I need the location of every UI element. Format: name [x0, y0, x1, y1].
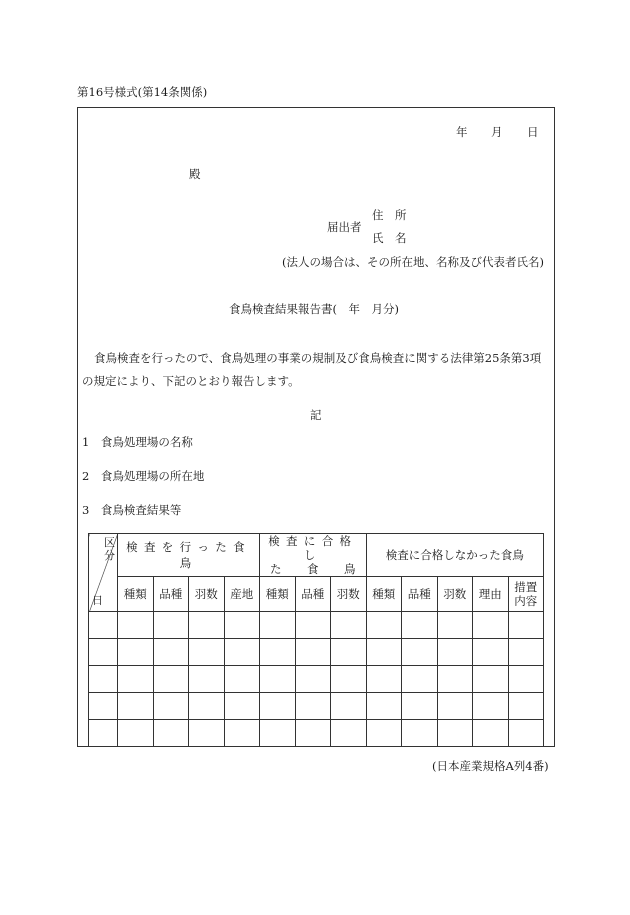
data-cell[interactable] — [508, 612, 544, 639]
data-cell[interactable] — [153, 666, 189, 693]
data-cell[interactable] — [224, 666, 260, 693]
data-cell[interactable] — [153, 639, 189, 666]
body-line-2: の規定により、下記のとおり報告します。 — [82, 374, 300, 388]
table-row — [89, 693, 544, 720]
ki-heading: 記 — [310, 408, 322, 422]
data-cell[interactable] — [402, 612, 438, 639]
inspection-results-table — [88, 533, 544, 747]
data-cell[interactable] — [331, 639, 367, 666]
data-cell[interactable] — [153, 612, 189, 639]
reporter-address-label: 住 所 — [372, 208, 407, 222]
col-header-kind: 種類 — [118, 577, 154, 612]
item-1: 1 食鳥処理場の名称 — [82, 435, 193, 449]
col-header-kind: 種類 — [366, 577, 402, 612]
table-row — [89, 666, 544, 693]
data-cell[interactable] — [473, 720, 509, 747]
data-cell[interactable] — [224, 720, 260, 747]
data-cell[interactable] — [118, 720, 154, 747]
item-2: 2 食鳥処理場の所在地 — [82, 469, 205, 483]
data-cell[interactable] — [295, 612, 331, 639]
table-corner-cell — [89, 534, 118, 612]
col-header-count: 羽数 — [437, 577, 473, 612]
day-cell[interactable] — [89, 720, 118, 747]
data-cell[interactable] — [437, 612, 473, 639]
data-cell[interactable] — [331, 666, 367, 693]
data-cell[interactable] — [260, 666, 296, 693]
data-cell[interactable] — [331, 612, 367, 639]
data-cell[interactable] — [366, 720, 402, 747]
col-header-variety: 品種 — [153, 577, 189, 612]
data-cell[interactable] — [331, 720, 367, 747]
data-cell[interactable] — [295, 666, 331, 693]
col-header-count: 羽数 — [331, 577, 367, 612]
data-cell[interactable] — [189, 666, 225, 693]
data-cell[interactable] — [508, 720, 544, 747]
col-header-kind: 種類 — [260, 577, 296, 612]
col-header-variety: 品種 — [295, 577, 331, 612]
data-cell[interactable] — [473, 612, 509, 639]
day-cell[interactable] — [89, 612, 118, 639]
table-row — [89, 720, 544, 747]
data-cell[interactable] — [118, 666, 154, 693]
data-cell[interactable] — [153, 693, 189, 720]
data-cell[interactable] — [366, 693, 402, 720]
data-cell[interactable] — [402, 666, 438, 693]
date-year: 年 — [456, 125, 468, 139]
col-header-count: 羽数 — [189, 577, 225, 612]
data-cell[interactable] — [224, 639, 260, 666]
data-cell[interactable] — [437, 666, 473, 693]
data-cell[interactable] — [224, 693, 260, 720]
data-cell[interactable] — [508, 666, 544, 693]
data-cell[interactable] — [118, 639, 154, 666]
data-cell[interactable] — [402, 693, 438, 720]
data-cell[interactable] — [260, 720, 296, 747]
data-cell[interactable] — [295, 720, 331, 747]
data-cell[interactable] — [437, 639, 473, 666]
data-cell[interactable] — [402, 639, 438, 666]
form-number: 第16号様式(第14条関係) — [77, 85, 208, 99]
paper-size-note: (日本産業規格A列4番) — [432, 759, 549, 773]
col-header-reason: 理由 — [473, 577, 509, 612]
corner-category-label: 区分 — [104, 536, 115, 562]
report-title: 食鳥検査結果報告書( 年 月分) — [229, 302, 399, 316]
corporate-note: (法人の場合は、その所在地、名称及び代表者氏名) — [282, 255, 544, 269]
day-cell[interactable] — [89, 693, 118, 720]
data-cell[interactable] — [153, 720, 189, 747]
data-cell[interactable] — [189, 612, 225, 639]
group-header-passed: 検査に合格し た 食 鳥 — [260, 534, 367, 577]
data-cell[interactable] — [260, 693, 296, 720]
data-cell[interactable] — [189, 639, 225, 666]
data-cell[interactable] — [437, 720, 473, 747]
group-header-inspected: 検査を行った食鳥 — [118, 534, 260, 577]
item-3: 3 食鳥検査結果等 — [82, 503, 182, 517]
data-cell[interactable] — [508, 693, 544, 720]
reporter-label: 届出者 — [327, 220, 362, 234]
data-cell[interactable] — [473, 666, 509, 693]
date-month: 月 — [491, 125, 503, 139]
group-header-failed: 検査に合格しなかった食鳥 — [366, 534, 544, 577]
data-cell[interactable] — [437, 693, 473, 720]
data-cell[interactable] — [508, 639, 544, 666]
col-header-variety: 品種 — [402, 577, 438, 612]
data-cell[interactable] — [331, 693, 367, 720]
data-cell[interactable] — [366, 639, 402, 666]
col-header-measure: 措置内容 — [508, 577, 544, 612]
addressee-suffix: 殿 — [189, 167, 201, 181]
data-cell[interactable] — [118, 612, 154, 639]
data-cell[interactable] — [224, 612, 260, 639]
corner-day-label: 日 — [92, 594, 103, 607]
col-header-origin: 産地 — [224, 577, 260, 612]
data-cell[interactable] — [473, 639, 509, 666]
data-cell[interactable] — [260, 612, 296, 639]
data-cell[interactable] — [189, 693, 225, 720]
day-cell[interactable] — [89, 639, 118, 666]
reporter-name-label: 氏 名 — [372, 231, 407, 245]
table-row — [89, 612, 544, 639]
data-cell[interactable] — [402, 720, 438, 747]
data-cell[interactable] — [295, 693, 331, 720]
data-cell[interactable] — [295, 639, 331, 666]
data-cell[interactable] — [366, 612, 402, 639]
table-row — [89, 639, 544, 666]
data-cell[interactable] — [189, 720, 225, 747]
data-cell[interactable] — [118, 693, 154, 720]
data-cell[interactable] — [366, 666, 402, 693]
data-cell[interactable] — [473, 693, 509, 720]
body-line-1: 食鳥検査を行ったので、食鳥処理の事業の規制及び食鳥検査に関する法律第25条第3項 — [94, 351, 542, 365]
data-cell[interactable] — [260, 639, 296, 666]
date-day: 日 — [527, 125, 539, 139]
day-cell[interactable] — [89, 666, 118, 693]
